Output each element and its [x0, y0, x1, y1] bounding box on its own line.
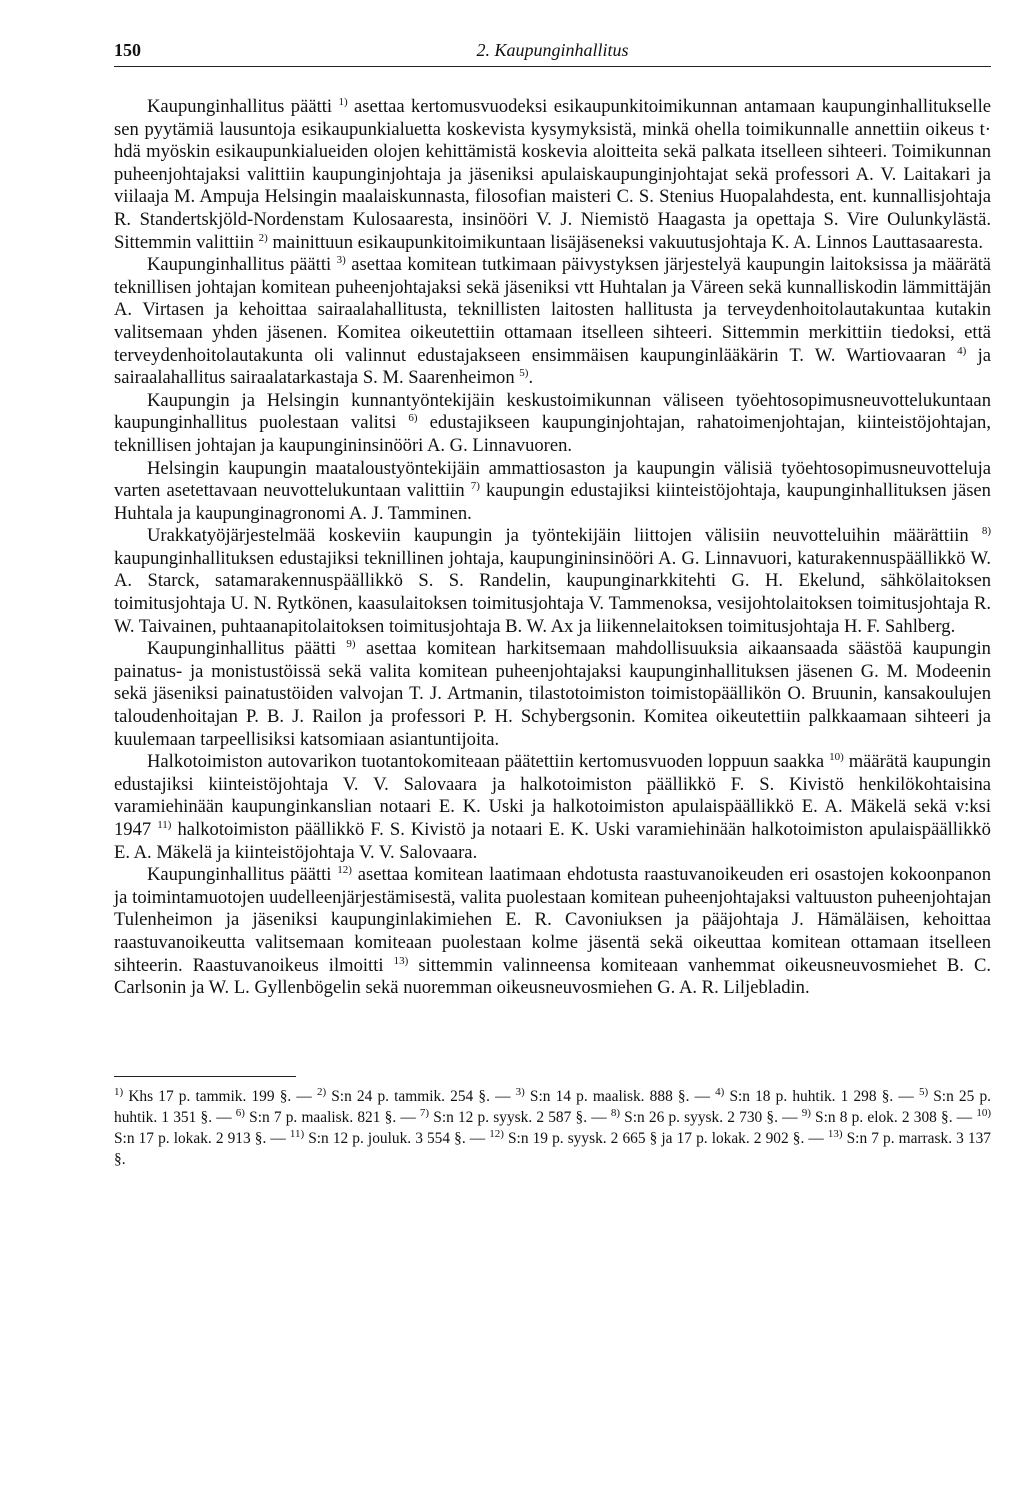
paragraph [114, 96, 991, 254]
footnote-ref: 5) [519, 366, 529, 379]
footnote-text: S:n 12 p. jouluk. 3 554 §. — [304, 1130, 490, 1147]
footnote-marker: 4) [715, 1085, 725, 1098]
footnote-ref: 6) [408, 412, 418, 425]
footnote-marker: 8) [610, 1106, 620, 1119]
footnote-marker: 3) [515, 1085, 525, 1098]
footnote [114, 1085, 317, 1105]
footnote-ref: 12) [337, 864, 352, 876]
paragraph-text: Kaupungin ja Helsingin kunnantyöntekijäin keskustoimikunnan väliseen työehtosopimusneuvottelukuntaan kaupunginhallitus puolestaan valitsi [114, 389, 991, 434]
footnote [235, 1106, 420, 1126]
paragraph-text: asettaa komitean harkitsemaan mahdollisuuksia aikaansaada säästöä kaupungin painatus- ja monistustöissä sekä valita komitean puheenjohtajaksi kaupunginhallituksen jäsenen G. M. Modeenin sekä jäseniksi painatustöiden valvojan T. J. Artmanin, tilastotoimiston toimistopäällikön O. Bruunin, kansakoulujen taloudenhoitajan P. B. J. Railon ja professori P. H. Schybergsonin. Komitea oikeutettiin palkkaamaan sihteeri ja kuulemaan tarpeellisiksi katsomiaan asiantuntijoita. [114, 638, 991, 750]
footnote-marker: 6) [235, 1106, 245, 1119]
footnote-marker: 2) [316, 1085, 327, 1098]
paragraph-text: mainittuun esikaupunkitoimikuntaan lisäjäseneksi vakuutusjohtaja K. A. Linnos Lauttasaaresta. [267, 231, 983, 253]
body-text [114, 96, 991, 1000]
footnote-text: S:n 12 p. syysk. 2 587 §. — [429, 1109, 611, 1126]
paragraph-text: kaupunginhallituksen edustajiksi teknillinen johtaja, kaupungininsinööri A. G. Linnavuori, katurakennuspäällikkö W. A. Starck, satamarakennuspäällikkö S. S. Randelin, kaupunginarkkitehti G. H. Ekelund, sähkölaitoksen toimitusjohtaja U. N. Rytkönen, kaasulaitoksen toimitusjohtaja V. Tammenoksa, vesijohtolaitoksen toimitusjohtaja R. W. Taivainen, puhtaanapitolaitoksen toimitusjohtaja B. W. Ax ja liikennelaitoksen toimitusjohtaja H. F. Sahlberg. [114, 547, 991, 637]
paragraph [114, 638, 991, 751]
footnote-text: S:n 7 p. maalisk. 821 §. — [244, 1109, 420, 1126]
footnote-text: S:n 24 p. tammik. 254 §. — [326, 1088, 516, 1105]
footnote-marker: 10) [976, 1106, 991, 1119]
footnote-ref: 2) [258, 231, 268, 244]
page-header [114, 40, 991, 67]
paragraph-text: Helsingin kaupungin maataloustyöntekijäin ammattiosaston ja kaupungin välisiä työehtosopimusneuvotteluja varten asetettavaan neuvottelukuntaan valittiin [114, 457, 991, 502]
footnote-ref: 9) [346, 638, 356, 651]
paragraph-text: Kaupunginhallitus päätti [147, 638, 347, 660]
footnote-text: S:n 26 p. syysk. 2 730 §. — [619, 1109, 802, 1126]
footnote-ref: 4) [957, 344, 967, 357]
paragraph-text: asettaa kertomusvuodeksi esikaupunkitoimikunnan antamaan kaupunginhallitukselle sen pyytämiä lausuntoja esikaupunkialuetta koskevista kysymyksistä, minkä ohella toimikunnalle annettiin oikeus t· hdä myöskin esikaupunkialueiden olojen kehittämistä koskevia aloitteita sekä palkata itselleen sihteeri. Toimikunnan puheenjohtajaksi valittiin kaupunginjohtaja ja jäseniksi apulaiskaupunginjohtajat sekä professori A. V. Laitakari ja viilaaja M. Ampuja Helsingin maalaiskunnasta, filosofian maisteri C. S. Stenius Huopalahdesta, ent. kunnallisjohtaja R. Standertskjöld-Nordenstam Kulosaaresta, insinööri V. J. Niemistö Haagasta ja opettaja S. Vire Oulunkylästä. Sittemmin valittiin [114, 96, 991, 253]
paragraph-text: sittemmin valinneensa komiteaan vanhemmat oikeusneuvosmiehet B. C. Carlsonin ja W. L. Gyllenbögelin sekä nuoremman oikeusneuvosmiehen G. A. R. Liljebladin. [114, 954, 991, 999]
footnote-marker: 1) [114, 1085, 124, 1098]
footnote-ref: 11) [157, 818, 172, 831]
footnote-ref: 7) [470, 479, 480, 492]
footnote-marker: 5) [918, 1085, 929, 1098]
paragraph-text: Kaupunginhallitus päätti [147, 864, 338, 886]
paragraph-text: Kaupunginhallitus päätti [147, 96, 339, 117]
footnote [515, 1085, 716, 1105]
paragraph [114, 525, 991, 638]
running-title: 2. Kaupunginhallitus [476, 40, 629, 60]
footnote-marker: 13) [827, 1127, 843, 1140]
footnote-ref: 13) [393, 954, 409, 967]
footnote [316, 1085, 516, 1105]
footnote [419, 1106, 611, 1126]
footnote-marker: 12) [489, 1127, 504, 1140]
paragraph-text: määrätä kaupungin edustajiksi kiinteistöjohtaja V. V. Salovaara ja halkotoimiston päällikkö F. S. Kivistö henkilökohtaisina varamiehinään kaupunginkanslian notaari E. K. Uski ja halkotoimiston apulaispäällikkö E. A. Mäkelä sekä v:ksi 1947 [114, 751, 991, 840]
footnotes [114, 1086, 991, 1170]
paragraph [114, 254, 991, 390]
footnote-ref: 3) [336, 253, 346, 266]
paragraph-text: asettaa komitean tutkimaan päivystyksen järjestelyä kaupungin laitoksissa ja määrätä teknillisen johtajan komitean puheenjohtajaksi sekä jäseniksi vtt Huhtalan ja Väreen sekä kunnalliskodin lämmittäjän A. Virtasen ja kehoittaa sairaalahallitusta, teknillisten laitosten hallitusta ja terveydenhoitolautakuntaa kutakin valitsemaan yhden jäsenen. Komitea oikeutettiin ottamaan itselleen sihteeri. Sittemmin merkittiin tiedoksi, että terveydenhoitolautakunta oli valinnut edustajakseen ensimmäisen kaupunginlääkärin T. W. Wartiovaaran [114, 254, 991, 366]
footnote-text: S:n 7 p. marrask. 3 137 §. [114, 1130, 991, 1168]
footnote [610, 1106, 802, 1126]
paragraph [114, 864, 991, 1000]
paragraph [114, 390, 991, 458]
paragraph [114, 751, 991, 864]
footnote [715, 1085, 919, 1105]
paragraph-text: asettaa komitean laatimaan ehdotusta raastuvanoikeuden eri osastojen kokoonpanon ja toimintamuotojen uudelleenjärjestämisestä, valita puolestaan komitean puheenjohtajaksi valtuuston puheenjohtajan Tulenheimon ja jäseniksi kaupunginlakimiehen E. R. Cavoniuksen ja pääjohtaja J. Hämäläisen, kehoittaa raastuvanoikeutta valitsemaan komiteaan puolestaan kolme jäsentä sekä oikeuttaa komitean ottamaan itselleen sihteerin. Raastuvanoikeus ilmoitti [114, 864, 991, 976]
paragraph [114, 458, 991, 526]
paragraph-text: . [528, 367, 534, 389]
footnote-text: S:n 14 p. maalisk. 888 §. — [524, 1088, 716, 1105]
footnote-text: S:n 8 p. elok. 2 308 §. — [810, 1109, 977, 1126]
paragraph-text: Urakkatyöjärjestelmää koskeviin kaupungin ja työntekijäin liittojen välisiin neuvotteluihin määrättiin [147, 525, 982, 547]
paragraph-text: Halkotoimiston autovarikon tuotantokomiteaan päätettiin kertomusvuoden loppuun saakka [147, 751, 830, 773]
footnote [489, 1127, 828, 1147]
paragraph-text: ja sairaalahallitus sairaalatarkastaja S. M. Saarenheimon [114, 344, 991, 389]
paragraph-text: kaupungin edustajiksi kiinteistöjohtaja, kaupunginhallituksen jäsen Huhtala ja kaupunginagronomi A. J. Tamminen. [114, 480, 991, 524]
footnote-marker: 9) [801, 1106, 811, 1119]
paragraph-text: halkotoimiston päällikkö F. S. Kivistö ja notaari E. K. Uski varamiehinään halkotoimiston apulaispäällikkö E. A. Mäkelä ja kiinteistöjohtaja V. V. Salovaara. [114, 819, 991, 863]
footnote-marker: 7) [419, 1106, 430, 1119]
footnote [289, 1127, 490, 1147]
paragraph-text: edustajikseen kaupunginjohtajan, rahatoimenjohtajan, kiinteistöjohtajan, teknillisen johtajan ja kaupungininsinööri A. G. Linnavuoren. [114, 412, 992, 456]
footnote-text: S:n 19 p. syysk. 2 665 § ja 17 p. lokak. 2 902 §. — [503, 1130, 828, 1147]
footnote-ref: 10) [829, 751, 844, 764]
footnote-text: S:n 18 p. huhtik. 1 298 §. — [724, 1088, 919, 1105]
footnote-text: S:n 17 p. lokak. 2 913 §. — [114, 1130, 290, 1147]
footnote-text: S:n 25 p. huhtik. 1 351 §. — [114, 1088, 991, 1126]
footnote-marker: 11) [289, 1127, 305, 1140]
footnote-ref: 1) [338, 95, 348, 108]
footnote [801, 1106, 977, 1126]
paragraph-text: Kaupunginhallitus päätti [147, 254, 337, 276]
page-number: 150 [114, 40, 141, 60]
footnote-ref: 8) [981, 525, 991, 538]
footnote-text: Khs 17 p. tammik. 199 §. — [123, 1088, 317, 1105]
footnote-divider [114, 1076, 296, 1077]
